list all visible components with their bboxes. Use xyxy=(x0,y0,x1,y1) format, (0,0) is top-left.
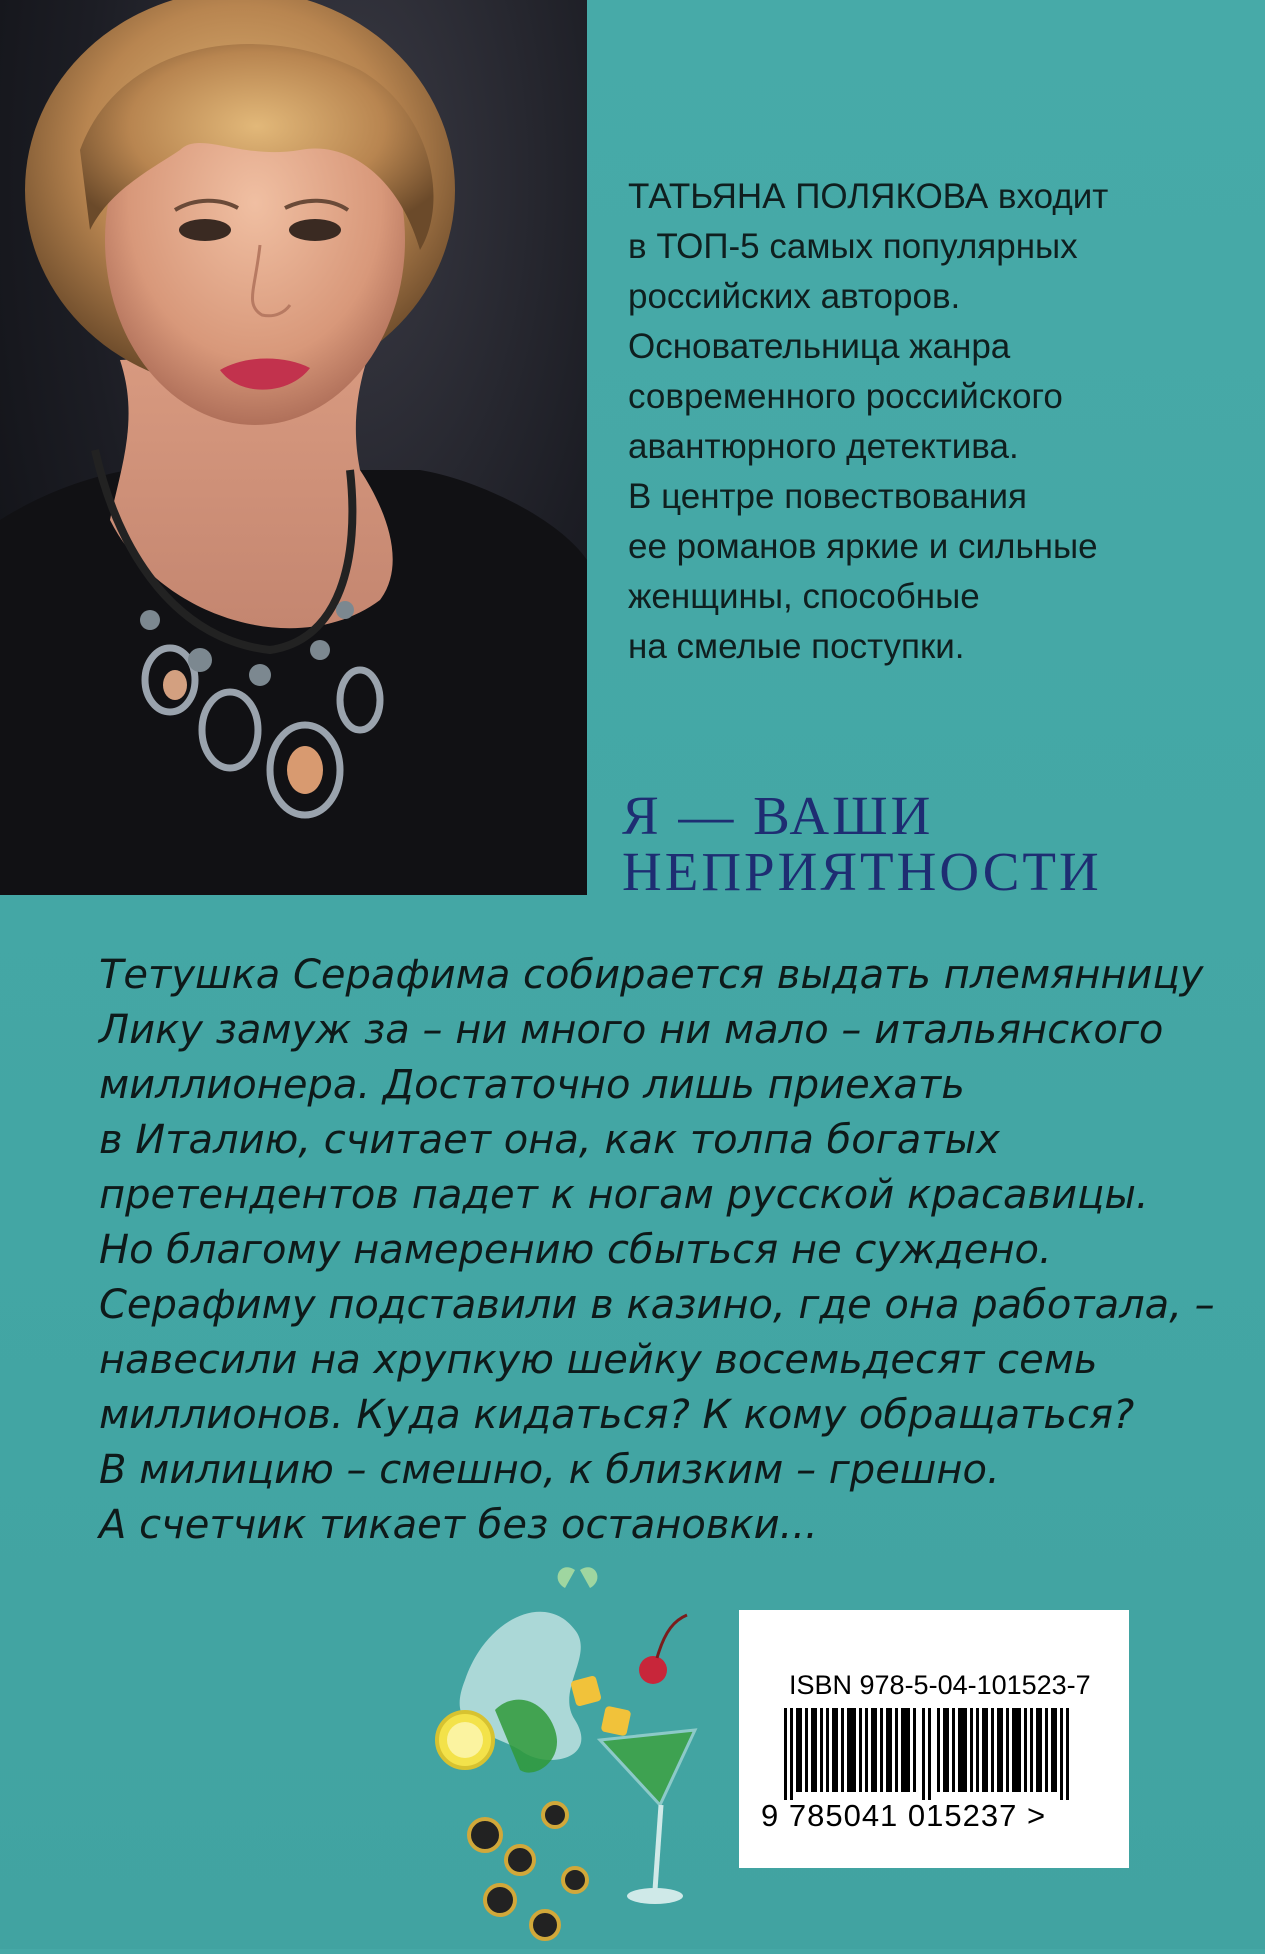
annotation-line: претендентов падет к ногам русской красавицы. xyxy=(99,1172,1149,1218)
bio-line: В центре повествования xyxy=(628,477,1027,516)
dice-icon xyxy=(570,1675,602,1707)
annotation-line: Лику замуж за – ни много ни мало – итальянского xyxy=(99,1007,1164,1053)
cherry-icon xyxy=(639,1615,687,1684)
book-annotation xyxy=(99,948,1219,1553)
dice-icon xyxy=(601,1706,632,1737)
bio-line: российских авторов. xyxy=(628,277,961,316)
bio-line: современного российского xyxy=(628,377,1063,416)
annotation-line: миллионера. Достаточно лишь приехать xyxy=(99,1062,965,1108)
isbn-number: ISBN 978-5-04-101523-7 xyxy=(789,1670,1091,1700)
butterfly-icon xyxy=(558,1567,598,1588)
annotation-line: Тетушка Серафима собирается выдать племянницу xyxy=(99,952,1204,998)
author-photo xyxy=(0,0,587,895)
annotation-line: В милицию – смешно, к близким – грешно. xyxy=(99,1447,1000,1493)
bio-line: в ТОП-5 самых популярных xyxy=(628,227,1078,266)
annotation-line: Но благому намерению сбыться не суждено. xyxy=(99,1227,1052,1273)
barcode-bars xyxy=(784,1708,1084,1800)
annotation-line: Серафиму подставили в казино, где она работала, – xyxy=(99,1282,1215,1328)
annotation-line: А счетчик тикает без остановки... xyxy=(99,1502,818,1548)
title-line: НЕПРИЯТНОСТИ xyxy=(622,841,1102,902)
casino-chips-icon xyxy=(469,1803,587,1939)
bio-line: ее романов яркие и сильные xyxy=(628,527,1098,566)
barcode-digits: 9 785041 015237 > xyxy=(761,1798,1047,1833)
annotation-line: в Италию, считает она, как толпа богатых xyxy=(99,1117,1000,1163)
annotation-line: миллионов. Куда кидаться? К кому обращаться? xyxy=(99,1392,1135,1438)
isbn-barcode xyxy=(739,1610,1129,1868)
bio-line: на смелые поступки. xyxy=(628,627,965,666)
book-title xyxy=(622,785,1262,902)
bio-line: женщины, способные xyxy=(628,577,980,616)
bio-line: Основательница жанра xyxy=(628,327,1011,366)
cocktail-glass-icon xyxy=(600,1730,695,1904)
annotation-line: навесили на хрупкую шейку восемьдесят семь xyxy=(99,1337,1098,1383)
lemon-slice-icon xyxy=(437,1712,493,1768)
cocktail-splash-illustration xyxy=(425,1560,715,1949)
bio-line: ТАТЬЯНА ПОЛЯКОВА входит xyxy=(628,177,1109,216)
author-bio xyxy=(628,172,1148,672)
title-line: Я — ВАШИ xyxy=(622,785,934,846)
bio-line: авантюрного детектива. xyxy=(628,427,1019,466)
